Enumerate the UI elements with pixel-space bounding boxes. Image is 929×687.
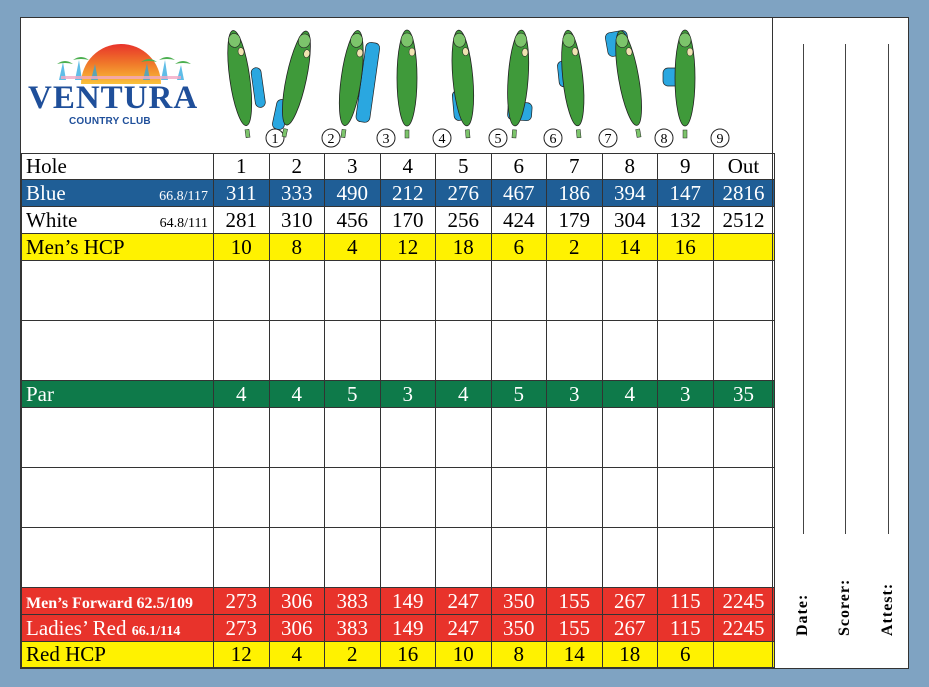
- score-cell[interactable]: [269, 528, 325, 588]
- ladies-red-row: [22, 615, 775, 642]
- out-label: Out: [713, 154, 774, 180]
- score-cell[interactable]: [602, 321, 658, 381]
- mens-hcp-label: Men’s HCP: [22, 234, 214, 261]
- score-cell[interactable]: [658, 261, 714, 321]
- hole-row: [22, 154, 775, 180]
- hole-number-text: 8: [660, 132, 668, 147]
- hole-number-text: 7: [604, 132, 612, 147]
- hole-number-text: 6: [549, 132, 557, 147]
- mens-forward-label-cell: [22, 588, 214, 615]
- hcp-cell: 16: [380, 642, 436, 668]
- signature-panel: [772, 18, 909, 668]
- yardage-cell: 394: [602, 180, 658, 207]
- score-total-cell[interactable]: [713, 261, 774, 321]
- yardage-cell: 281: [214, 207, 270, 234]
- player-name-cell[interactable]: [22, 528, 214, 588]
- par-cell: 4: [602, 381, 658, 408]
- yardage-cell: 155: [547, 588, 603, 615]
- score-cell[interactable]: [325, 321, 381, 381]
- yardage-cell: 350: [491, 615, 547, 642]
- score-cell[interactable]: [658, 468, 714, 528]
- yardage-cell: 186: [547, 180, 603, 207]
- attest-label: Attest:: [879, 582, 896, 636]
- yardage-cell: 247: [436, 615, 492, 642]
- score-cell[interactable]: [269, 408, 325, 468]
- score-cell[interactable]: [547, 408, 603, 468]
- hole-diagram: [223, 27, 270, 138]
- score-cell[interactable]: [547, 468, 603, 528]
- score-total-cell[interactable]: [713, 528, 774, 588]
- score-cell[interactable]: [602, 528, 658, 588]
- score-cell[interactable]: [602, 261, 658, 321]
- date-label: Date:: [794, 593, 811, 636]
- hole-number-text: 2: [327, 132, 335, 147]
- score-cell[interactable]: [436, 321, 492, 381]
- par-cell: 5: [325, 381, 381, 408]
- hole-label: Hole: [22, 154, 214, 180]
- score-total-cell[interactable]: [713, 468, 774, 528]
- hcp-cell: 8: [491, 642, 547, 668]
- yardage-cell: 132: [658, 207, 714, 234]
- par-cell: 4: [269, 381, 325, 408]
- score-cell[interactable]: [602, 468, 658, 528]
- hole-number-text: 1: [271, 132, 279, 147]
- score-cell[interactable]: [491, 261, 547, 321]
- scorecard: [20, 17, 909, 669]
- score-cell[interactable]: [547, 321, 603, 381]
- score-cell[interactable]: [658, 528, 714, 588]
- tee-box: [405, 130, 409, 138]
- ladies-red-label: Ladies’ Red: [26, 615, 127, 640]
- hole-diagrams: [213, 18, 772, 154]
- yardage-cell: 424: [491, 207, 547, 234]
- hcp-cell: 12: [214, 642, 270, 668]
- score-cell[interactable]: [658, 408, 714, 468]
- fairway: [610, 29, 646, 127]
- yardage-cell: 310: [269, 207, 325, 234]
- blue-tee-label-cell: [22, 180, 214, 207]
- hole-diagram: [447, 29, 478, 139]
- score-grid: [21, 153, 775, 668]
- score-cell[interactable]: [214, 261, 270, 321]
- player-name-cell[interactable]: [22, 408, 214, 468]
- hole-diagram: [663, 30, 695, 138]
- yardage-cell: 256: [436, 207, 492, 234]
- yardage-cell: 306: [269, 615, 325, 642]
- score-cell[interactable]: [436, 261, 492, 321]
- sand-bunker: [409, 48, 415, 56]
- yardage-cell: 267: [602, 588, 658, 615]
- white-tee-label: White: [26, 207, 78, 232]
- mens-forward-label: Men’s Forward 62.5/109: [26, 594, 193, 612]
- hcp-cell: 2: [325, 642, 381, 668]
- sand-bunker: [522, 48, 529, 56]
- yardage-cell: 467: [491, 180, 547, 207]
- par-cell: 5: [491, 381, 547, 408]
- blue-tee-label: Blue: [26, 180, 66, 205]
- yardage-cell: 490: [325, 180, 381, 207]
- hcp-cell: 6: [491, 234, 547, 261]
- hole-number: 9: [658, 154, 714, 180]
- hcp-cell: 8: [269, 234, 325, 261]
- sand-bunker: [572, 47, 579, 56]
- hole-number-text: 4: [438, 132, 446, 147]
- score-cell[interactable]: [436, 468, 492, 528]
- red-hcp-row: [22, 642, 775, 668]
- sand-bunker: [687, 48, 693, 56]
- hole-diagram: [333, 29, 382, 141]
- tee-box: [576, 130, 581, 138]
- yardage-cell: 276: [436, 180, 492, 207]
- hcp-cell: 4: [325, 234, 381, 261]
- score-cell[interactable]: [214, 321, 270, 381]
- par-cell: 3: [380, 381, 436, 408]
- scorer-line: [845, 44, 846, 534]
- hole-number: 2: [269, 154, 325, 180]
- yardage-cell: 212: [380, 180, 436, 207]
- hcp-cell: 4: [269, 642, 325, 668]
- tee-box: [245, 129, 250, 137]
- yardage-cell: 273: [214, 615, 270, 642]
- yardage-cell: 115: [658, 615, 714, 642]
- hcp-cell: 16: [658, 234, 714, 261]
- blue-tee-row: [22, 180, 775, 207]
- score-total-cell[interactable]: [713, 321, 774, 381]
- yardage-cell: 247: [436, 588, 492, 615]
- club-logo: [21, 18, 213, 154]
- hole-diagram: [504, 29, 537, 139]
- club-name: VENTURA: [28, 80, 199, 116]
- score-total-cell[interactable]: [713, 408, 774, 468]
- hole-diagram: [554, 29, 589, 139]
- par-cell: 4: [436, 381, 492, 408]
- yardage-cell: 179: [547, 207, 603, 234]
- score-cell[interactable]: [269, 261, 325, 321]
- score-cell[interactable]: [602, 408, 658, 468]
- date-field[interactable]: [789, 34, 817, 654]
- scorer-field[interactable]: [831, 34, 859, 654]
- attest-line: [888, 44, 889, 534]
- score-cell[interactable]: [380, 528, 436, 588]
- par-total: 35: [713, 381, 774, 408]
- hole-diagram: [605, 29, 649, 140]
- score-cell[interactable]: [491, 528, 547, 588]
- ladies-red-rating: 66.1/114: [131, 623, 181, 639]
- hcp-cell: 6: [658, 642, 714, 668]
- yardage-cell: 383: [325, 615, 381, 642]
- score-cell[interactable]: [214, 528, 270, 588]
- player-name-cell[interactable]: [22, 261, 214, 321]
- scorer-label: Scorer:: [836, 578, 853, 636]
- score-cell[interactable]: [380, 468, 436, 528]
- player-name-cell[interactable]: [22, 321, 214, 381]
- mens-forward-row: [22, 588, 775, 615]
- hole-number: 8: [602, 154, 658, 180]
- par-label: Par: [22, 381, 214, 408]
- hcp-total: [713, 234, 774, 261]
- yardage-total: 2816: [713, 180, 774, 207]
- score-cell[interactable]: [436, 408, 492, 468]
- score-cell[interactable]: [436, 528, 492, 588]
- hcp-cell: 12: [380, 234, 436, 261]
- ladies-red-label-cell: [22, 615, 214, 642]
- hole-number: 4: [380, 154, 436, 180]
- score-cell[interactable]: [325, 468, 381, 528]
- par-cell: 3: [547, 381, 603, 408]
- date-line: [803, 44, 804, 534]
- score-cell[interactable]: [380, 261, 436, 321]
- score-cell[interactable]: [325, 528, 381, 588]
- yardage-cell: 149: [380, 588, 436, 615]
- score-cell[interactable]: [214, 468, 270, 528]
- score-cell[interactable]: [214, 408, 270, 468]
- score-cell[interactable]: [491, 408, 547, 468]
- score-cell[interactable]: [325, 408, 381, 468]
- hole-number-text: 5: [494, 132, 502, 147]
- yardage-cell: 147: [658, 180, 714, 207]
- red-hcp-label: Red HCP: [22, 642, 214, 668]
- tee-box: [282, 128, 288, 137]
- yardage-cell: 155: [547, 615, 603, 642]
- yardage-total: 2245: [713, 588, 774, 615]
- green: [401, 33, 413, 47]
- yardage-cell: 273: [214, 588, 270, 615]
- score-cell[interactable]: [491, 321, 547, 381]
- score-entry-row: [22, 261, 775, 321]
- yardage-total: 2245: [713, 615, 774, 642]
- hcp-cell: 18: [436, 234, 492, 261]
- blue-tee-rating: 66.8/117: [159, 188, 208, 204]
- hcp-cell: 14: [547, 642, 603, 668]
- score-cell[interactable]: [380, 408, 436, 468]
- yardage-cell: 149: [380, 615, 436, 642]
- score-cell[interactable]: [491, 468, 547, 528]
- tee-box: [512, 130, 517, 138]
- tee-box: [636, 129, 641, 138]
- hole-number: 7: [547, 154, 603, 180]
- white-tee-row: [22, 207, 775, 234]
- green: [679, 33, 691, 47]
- score-entry-row: [22, 528, 775, 588]
- hcp-cell: 10: [214, 234, 270, 261]
- hole-number-text: 9: [716, 132, 724, 147]
- yardage-cell: 333: [269, 180, 325, 207]
- score-cell[interactable]: [547, 261, 603, 321]
- score-cell[interactable]: [325, 261, 381, 321]
- hole-number: 3: [325, 154, 381, 180]
- hole-number: 1: [214, 154, 270, 180]
- hole-diagram: [397, 30, 417, 138]
- score-cell[interactable]: [547, 528, 603, 588]
- white-tee-label-cell: [22, 207, 214, 234]
- yardage-total: 2512: [713, 207, 774, 234]
- hcp-cell: 10: [436, 642, 492, 668]
- score-cell[interactable]: [269, 321, 325, 381]
- score-entry-row: [22, 468, 775, 528]
- score-cell[interactable]: [269, 468, 325, 528]
- hole-number: 5: [436, 154, 492, 180]
- hole-diagram: [270, 28, 316, 139]
- player-name-cell[interactable]: [22, 468, 214, 528]
- tee-box: [465, 130, 470, 138]
- par-cell: 4: [214, 381, 270, 408]
- yardage-cell: 306: [269, 588, 325, 615]
- hole-number-text: 3: [382, 132, 390, 147]
- hole-layouts-icon: [213, 18, 772, 154]
- yardage-cell: 311: [214, 180, 270, 207]
- hcp-total: [713, 642, 774, 668]
- sand-bunker: [462, 47, 469, 55]
- par-cell: 3: [658, 381, 714, 408]
- yardage-cell: 170: [380, 207, 436, 234]
- par-row: [22, 381, 775, 408]
- white-tee-rating: 64.8/111: [159, 215, 208, 231]
- score-entry-row: [22, 321, 775, 381]
- mens-hcp-row: [22, 234, 775, 261]
- hcp-cell: 2: [547, 234, 603, 261]
- score-cell[interactable]: [380, 321, 436, 381]
- attest-field[interactable]: [874, 34, 902, 654]
- yardage-cell: 383: [325, 588, 381, 615]
- yardage-cell: 267: [602, 615, 658, 642]
- yardage-cell: 304: [602, 207, 658, 234]
- hcp-cell: 14: [602, 234, 658, 261]
- yardage-cell: 115: [658, 588, 714, 615]
- water-hazard: [250, 67, 265, 108]
- tee-box: [683, 130, 687, 138]
- yardage-cell: 350: [491, 588, 547, 615]
- club-subtitle: COUNTRY CLUB: [69, 116, 151, 127]
- hcp-cell: 18: [602, 642, 658, 668]
- hole-number: 6: [491, 154, 547, 180]
- fairway: [277, 29, 317, 127]
- yardage-cell: 456: [325, 207, 381, 234]
- score-entry-row: [22, 408, 775, 468]
- score-cell[interactable]: [658, 321, 714, 381]
- tee-box: [341, 129, 346, 137]
